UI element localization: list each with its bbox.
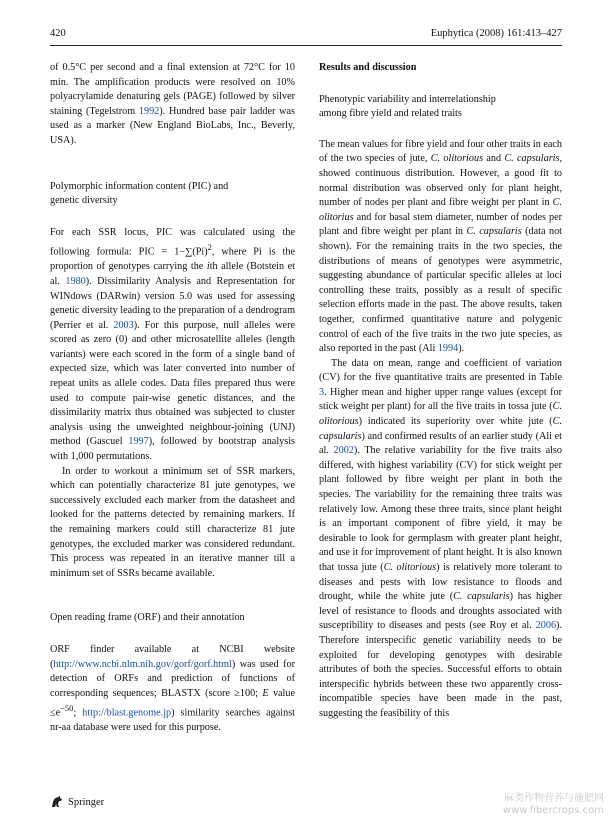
- right-column: [319, 61, 562, 722]
- page-number: 420: [50, 28, 66, 39]
- citation-link[interactable]: 2002: [333, 445, 354, 457]
- paragraph-mean-range-cv: The data on mean, range and coefficient of variation (CV) for the five quantitative traits are presented in Table 3. Higher mean and higher upper range values (except for stick weight per plant) for all the five traits in tossa jute (C. olitorious) indicated its superiority over white jute (C. capsularis) and confirmed results of an earlier study (Ali et al. 2002). The relative variability for the five traits also differed, with highest variability (CV) for stick weight per plant followed by fibre weight per plant in both the species. The variability for the remaining three traits was relatively low. Among these three traits, since plant height is an important component of fibre yield, it may be desirable to look for germplasm with greater plant height, and use it for improvement of plant height. It is also known that tossa jute (C. olitorious) is relatively more tolerant to diseases and pests with low resistance to floods and drought, while the white jute (C. capsularis) has higher level of resistance to floods and droughts associated with susceptibility to diseases and pests (see Roy et al. 2006). Therefore interspecific genetic variability needs to be exploited for developing genotypes with desirable attributes of both the species. Successful efforts to obtain interspecific hybrids between these two apparently cross-incompatible species have been made in the past, suggesting the feasibility of this: [319, 357, 563, 719]
- citation-link[interactable]: 1994: [437, 343, 459, 355]
- springer-horse-icon: [50, 795, 64, 809]
- running-header: [50, 22, 562, 42]
- site-watermark: 麻类作物营养与施肥网 www.fibercrops.com: [502, 793, 604, 816]
- citation-link[interactable]: 1980: [65, 275, 86, 287]
- paragraph-pic-method: For each SSR locus, PIC was calculated using the following formula: PIC = $1-\sum(Pi)^2$, where Pi is the proportion of genotypes carrying the ith allele (Botstein et al. 1980). Dissimilarity Analysis and Representation for WINdows (DARwin) version 5.0 was used for assessing genetic diversity leading to the preparation of a dendrogram (Perrier et al. 2003). For this purpose, null alleles were scored as zero (0) and other microsatellite alleles (length variants) were each scored in the form of a single band of expected size, which was later converted into number of repeat units as allele codes. Data files prepared thus were used to compute pair-wise genetic distances, and the dissimilarity matrix thus obtained was subjected to cluster analysis using the unweighted neighbour-joining (UNJ) method (Gascuel 1997), followed by bootstrap analysis with 1,000 permutations.: [50, 226, 295, 463]
- citation-link[interactable]: 1997: [128, 436, 149, 448]
- citation-link[interactable]: 2003: [113, 319, 134, 331]
- left-column: [50, 61, 295, 736]
- blast-genome-link[interactable]: http://blast.genome.jp: [82, 707, 172, 719]
- paragraph-minimum-marker-set: In order to workout a minimum set of SSR markers, which can potentially characterize 81 jute genotypes, we successively excluded each marker from the datasheet and looked for the patterns detected by remaining markers. If the remaining markers could still characterize 81 jute genotypes, the excluded marker was considered redundant. This process was repeated in an iterative manner till a minimum set of SSRs became available.: [50, 465, 295, 579]
- paragraph-trait-distribution: The mean values for fibre yield and four other traits in each of the two species of jute, C. olitorious and C. capsularis, showed continuous distribution. However, a good fit to normal distribution was observed only for plant height, number of nodes per plant and fibre weight per plant in C. olitorius and for basal stem diameter, number of nodes per plant and fibre weight per plant in C. capsularis (data not shown). For the remaining traits in the two species, the distributions of means of genotypes were asymmetric, suggesting abundance of particular specific alleles at loci controlling these traits, possibly as a result of specific selection efforts made in the past. The above results, taken together, confirmed quantitative nature and polygenic control of each of the five traits in the two jute species, as also reported in the past (Ali 1994).: [319, 138, 563, 355]
- publisher-name: Springer: [68, 796, 105, 808]
- section-heading-results: Results and discussion: [319, 62, 417, 73]
- publisher-footer: [50, 795, 104, 809]
- citation-link[interactable]: 2006: [535, 620, 557, 632]
- subsection-heading-variability: Phenotypic variability and interrelationship among fibre yield and related traits: [319, 93, 496, 120]
- header-rule: [50, 45, 562, 46]
- paragraph-orf-method: ORF finder available at NCBI website (http://www.ncbi.nlm.nih.gov/gorf/gorf.html) was used for detection of ORFs and prediction of functions of corresponding sequences; BLASTX (score ≥100; E value $\le e^{-50}$; http://blast.genome.jp) similarity searches against nr-aa database were used for this purpose.: [50, 643, 296, 734]
- paragraph-pcr-conditions: of 0.5°C per second and a final extension at 72°C for 10 min. The amplification products were resolved on 10% polyacrylamide denaturing gels (PAGE) followed by silver staining (Tegelstrom 1992). Hundred base pair ladder was used as a marker (New England BioLabs, Inc., Beverly, USA).: [50, 62, 295, 146]
- section-heading-pic: Polymorphic information content (PIC) and genetic diversity: [50, 180, 229, 207]
- ncbi-orf-link[interactable]: http://www.ncbi.nlm.nih.gov/gorf/gorf.html: [53, 658, 232, 670]
- citation-link[interactable]: 1992: [138, 105, 160, 117]
- table-link[interactable]: 3: [319, 386, 325, 398]
- section-heading-orf: Open reading frame (ORF) and their annotation: [50, 612, 245, 624]
- journal-reference: Euphytica (2008) 161:413–427: [430, 28, 562, 39]
